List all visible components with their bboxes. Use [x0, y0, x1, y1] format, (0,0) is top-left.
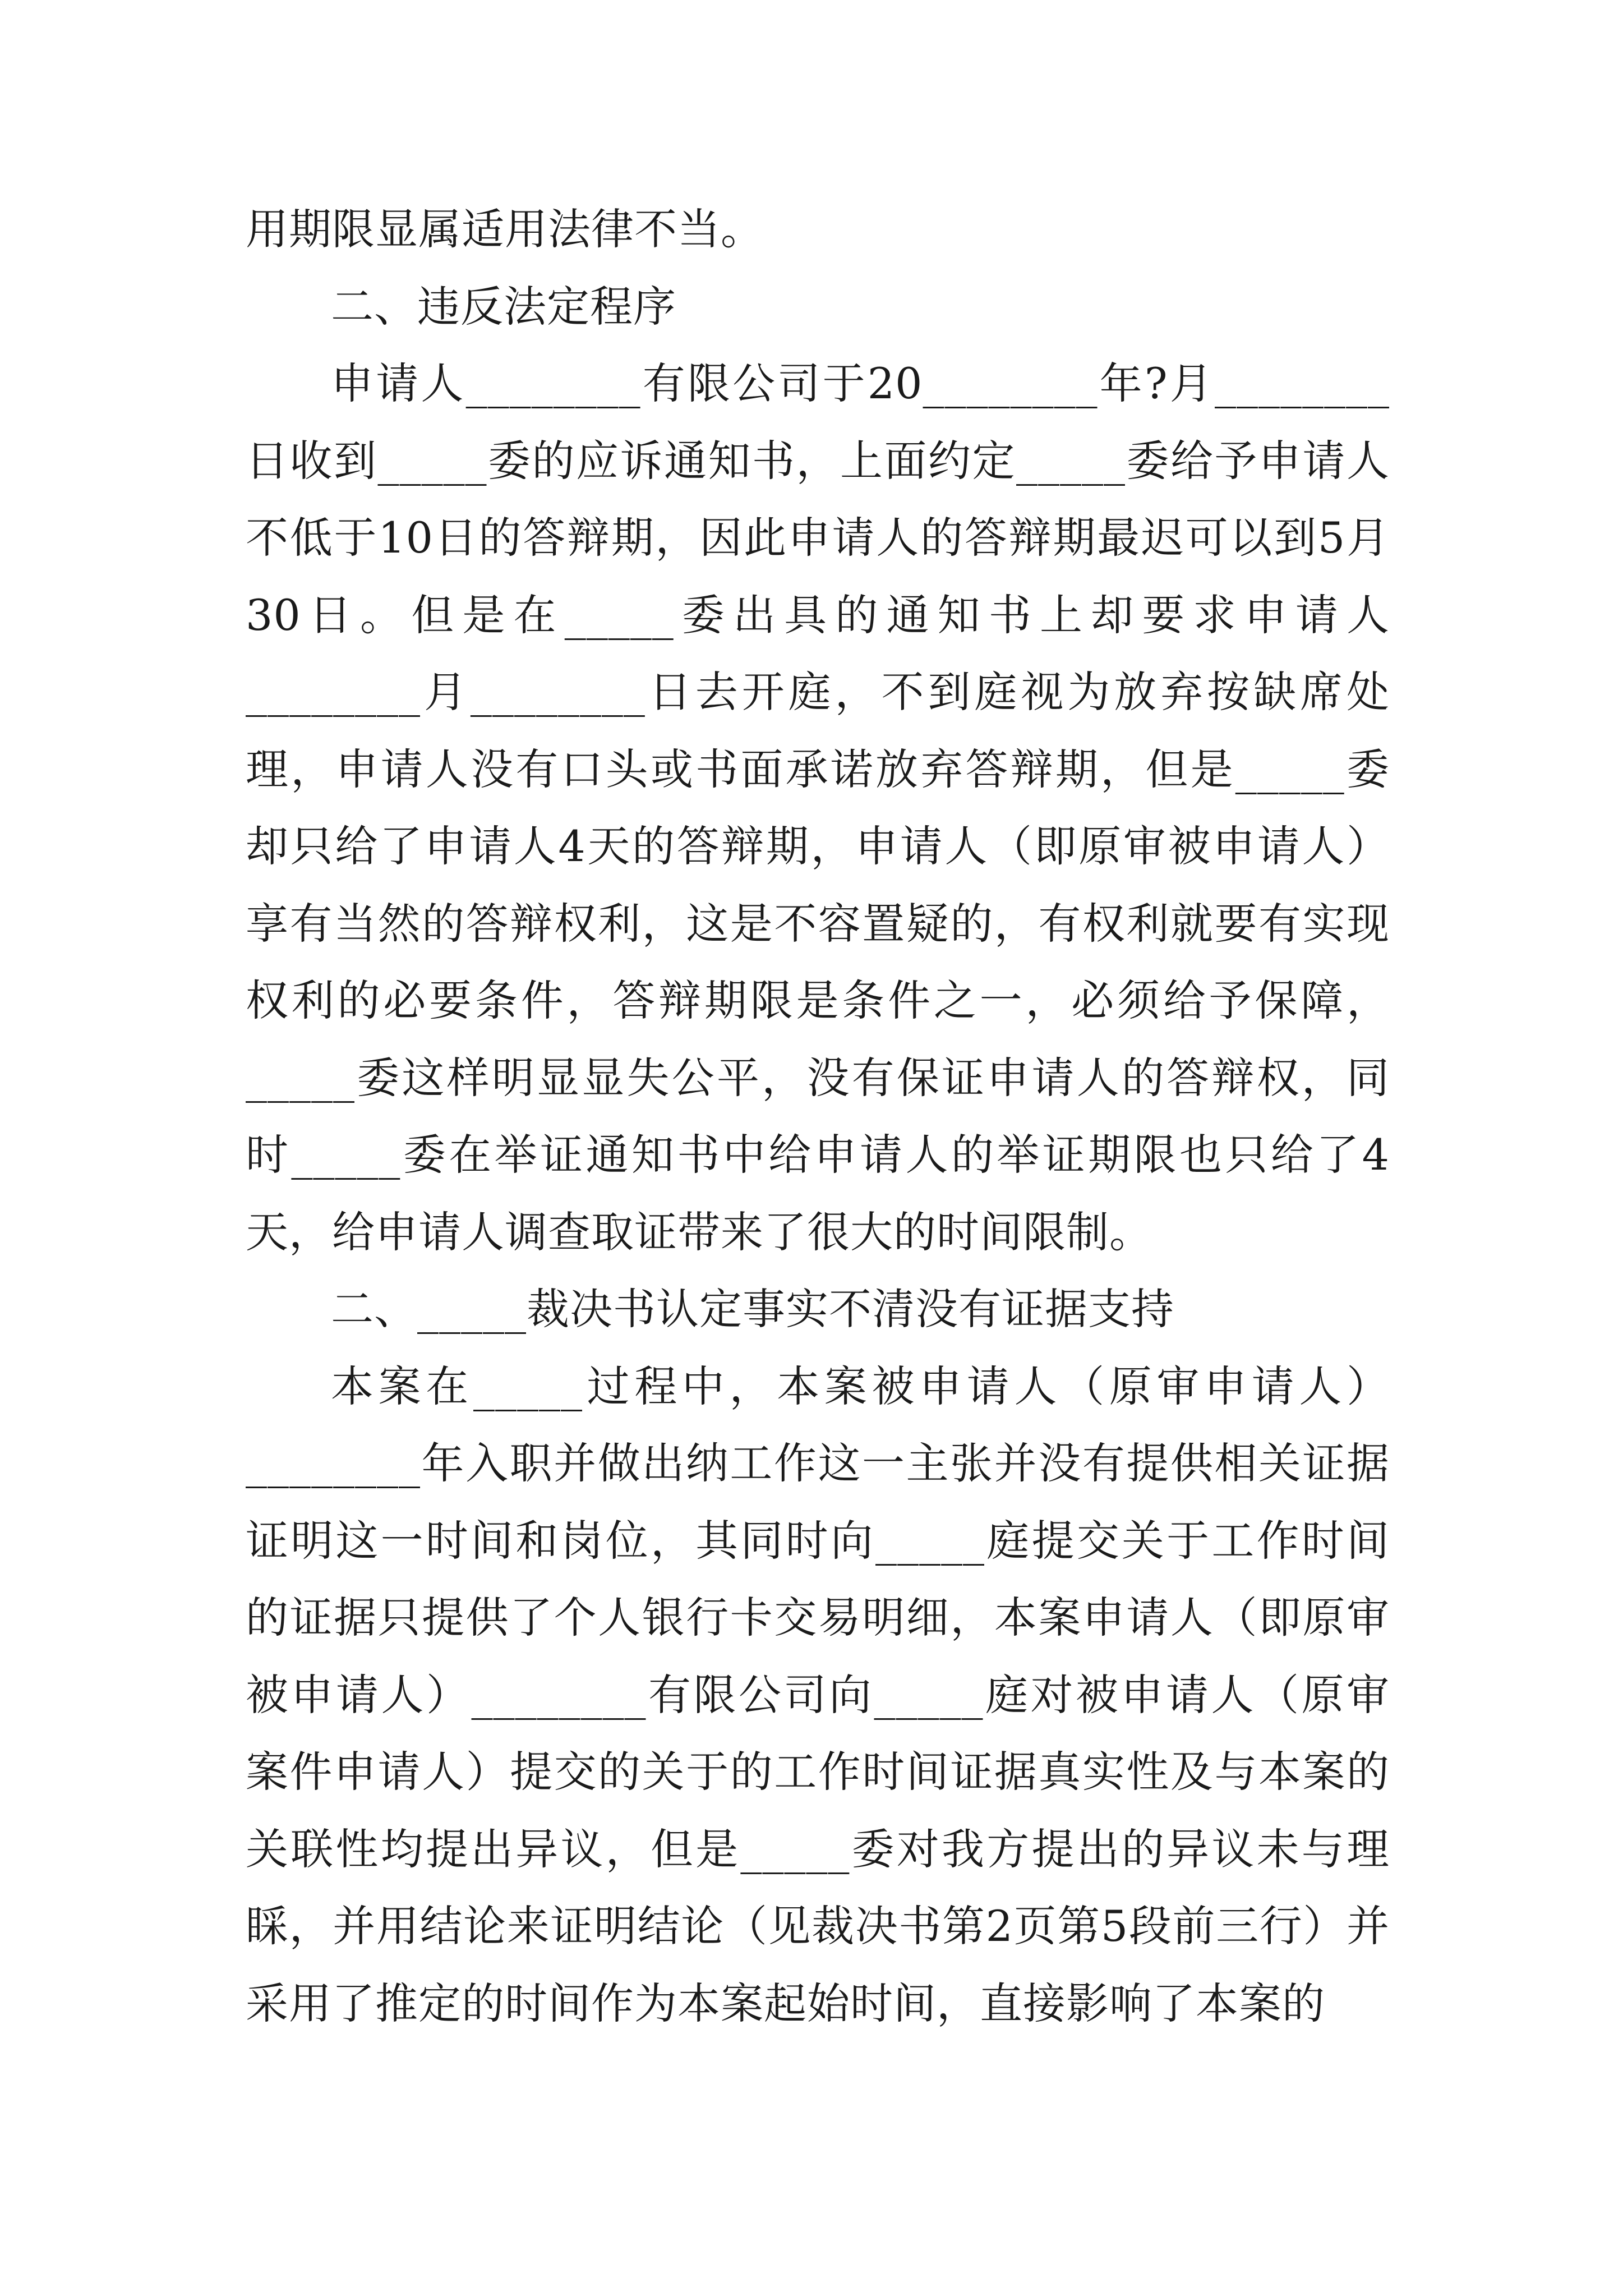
paragraph-continuation: 用期限显属适用法律不当。	[246, 204, 764, 254]
section-heading-procedure: 二、违反法定程序	[331, 281, 676, 332]
section-heading-facts: 二、_____裁决书认定事实不清没有证据支持	[331, 1284, 1174, 1334]
paragraph-facts: 本案在_____过程中，本案被申请人（原审申请人）________年入职并做出纳工作这一主张并没有提供相关证据证明这一时间和岗位，其同时向_____庭提交关于工作时间的证据只提供了个人银行卡交易明细，本案申请人（即原审被申请人）________有限公司向_____庭对被申请人（原审案件申请人）提交的关于的工作时间证据真实性及与本案的关联性均提出异议，但是_____委对我方提出的异议未与理睬，并用结论来证明结论（见裁决书第2页第5段前三行）并采用了推定的时间作为本案起始时间，直接影响了本案的	[246, 1361, 1390, 2028]
document-body	[246, 191, 1390, 2042]
paragraph-procedure: 申请人________有限公司于20________年?月________日收到_____委的应诉通知书，上面约定_____委给予申请人不低于10日的答辩期，因此申请人的答辩期最迟可以到5月30日。但是在_____委出具的通知书上却要求申请人________月________日去开庭，不到庭视为放弃按缺席处理，申请人没有口头或书面承诺放弃答辩期，但是_____委却只给了申请人4天的答辩期，申请人（即原审被申请人）享有当然的答辩权利，这是不容置疑的，有权利就要有实现权利的必要条件，答辩期限是条件之一，必须给予保障，_____委这样明显显失公平，没有保证申请人的答辩权，同时_____委在举证通知书中给申请人的举证期限也只给了4天，给申请人调查取证带来了很大的时间限制。	[246, 358, 1390, 1257]
